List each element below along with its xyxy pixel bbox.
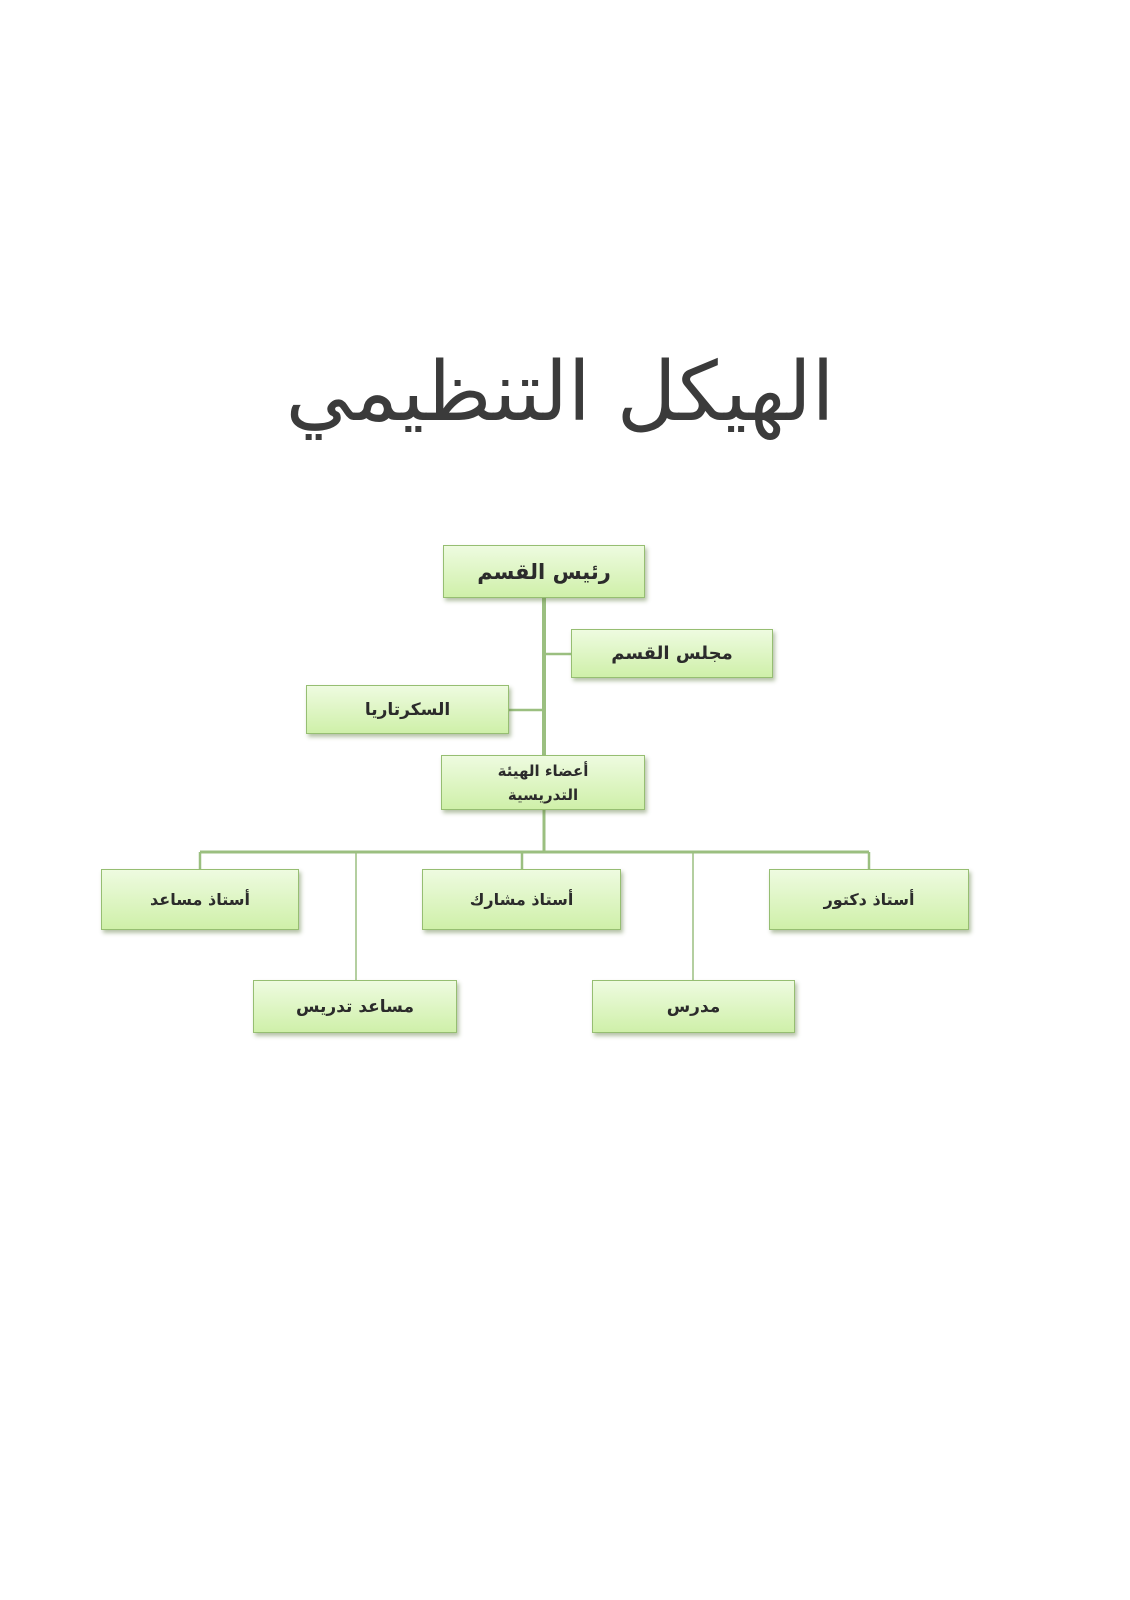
node-associate-professor-label: أستاذ مشارك [469,890,574,909]
node-assistant-professor [101,869,299,930]
node-associate-professor [422,869,621,930]
node-department-council [571,629,773,678]
node-teaching-assistant [253,980,457,1033]
node-teaching-staff-label-1: أعضاء الهيئة [497,761,589,780]
node-teaching-staff-label-2: التدريسية [507,785,579,804]
node-department-head-label: رئيس القسم [477,559,611,584]
node-secretary-label: السكرتاريا [364,699,451,720]
node-teaching-assistant-label: مساعد تدريس [296,996,414,1017]
node-lecturer [592,980,795,1033]
page-title: الهيكل التنظيمي [285,345,835,440]
node-professor [769,869,969,930]
node-department-head [443,545,645,598]
node-teaching-staff [441,755,645,810]
node-department-council-label: مجلس القسم [611,643,733,664]
node-assistant-professor-label: أستاذ مساعد [150,890,250,909]
node-lecturer-label: مدرس [666,996,721,1017]
node-professor-label: أستاذ دكتور [823,890,915,909]
node-secretary [306,685,509,734]
